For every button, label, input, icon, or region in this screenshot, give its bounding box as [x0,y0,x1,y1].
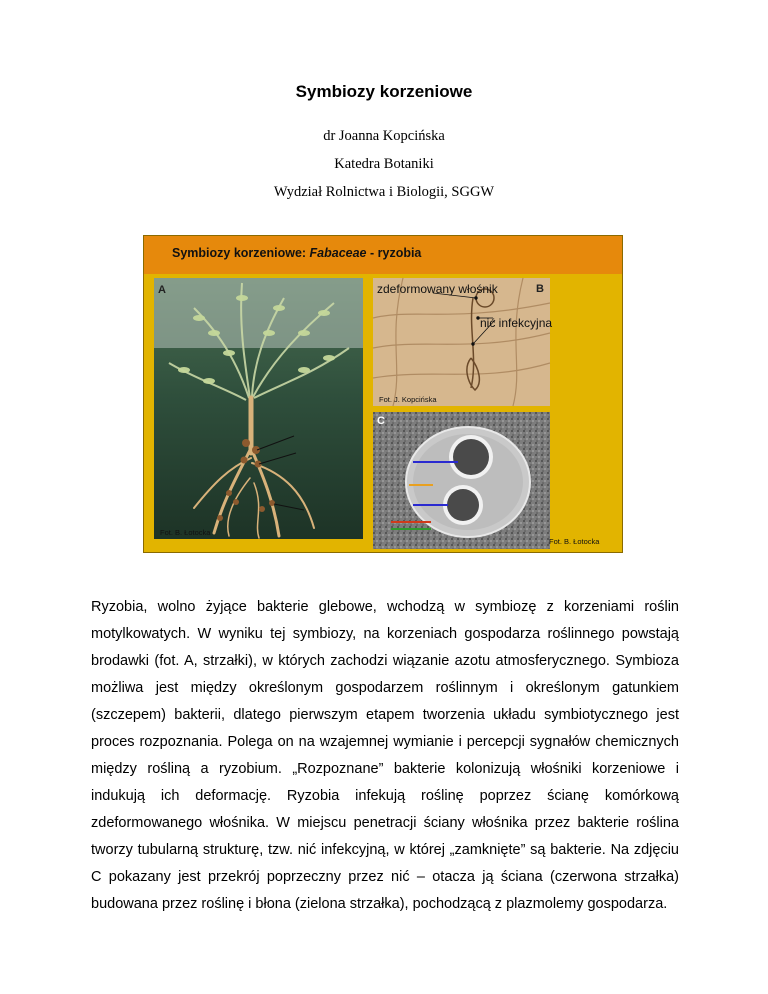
panel-label-c: C [377,415,385,427]
figure-title: Symbiozy korzeniowe: Fabaceae - ryzobia [172,246,422,260]
photo-deformed-root-hair [373,278,553,406]
body-paragraph: Ryzobia, wolno żyjące bakterie glebowe, wchodzą w symbiozę z korzeniami roślin motylkowatych. W wyniku tej symbiozy, na korzeniach gospodarza roślinnego powstają brodawki (fot. A, strzałki), w których zachodzi wiązanie azotu atmosferycznego. Symbioza możliwa jest między określonym gospodarzem roślinnym i określonym gatunkiem (szczepem) bakterii, dlatego pierwszym etapem tworzenia układu symbiotycznego jest proces rozpoznania. Polega on na wzajemnej wymianie i percepcji sygnałów chemicznych między rośliną a ryzobium. „Rozpoznane” bakterie kolonizują włośniki korzeniowe i indukują ich deformację. Ryzobia infekują roślinę poprzez ścianę komórkową zdeformowanego włośnika. W miejscu penetracji ściany włośnika przez bakterie roślina tworzy tubularną strukturę, tzw. nić infekcyjną, w której „zamknięte” są bakterie. Na zdjęciu C pokazany jest przekrój poprzeczny przez nić – otacza ją ściana (czerwona strzałka) budowana przez roślinę i błona (zielona strzałka), pochodzącą z plazmolemy gospodarza. [91,599,679,912]
plant-illustration [154,278,363,539]
label-deformed-root-hair: zdeformowany włośnik [377,282,498,296]
photo-plant-root-nodules [154,278,363,539]
author-name: dr Joanna Kopcińska [323,128,445,144]
document-title: Symbiozy korzeniowe [295,82,473,101]
panel-label-a: A [158,284,166,296]
root-hair-illustration [373,278,553,406]
photo-credit-b: Fot. J. Kopcińska [379,395,437,404]
label-infection-thread: nić infekcyjna [480,316,553,330]
department-name: Katedra Botaniki [334,156,434,172]
panel-label-b: B [536,283,544,295]
micrograph-illustration [373,412,550,549]
photo-credit-a: Fot. B. Łotocka [160,528,211,537]
photo-credit-c: Fot. B. Łotocka [549,537,600,546]
faculty-name: Wydział Rolnictwa i Biologii, SGGW [273,184,495,200]
figure-header [144,236,622,274]
figure-panel [143,235,623,553]
photo-infection-thread-section [373,412,600,549]
